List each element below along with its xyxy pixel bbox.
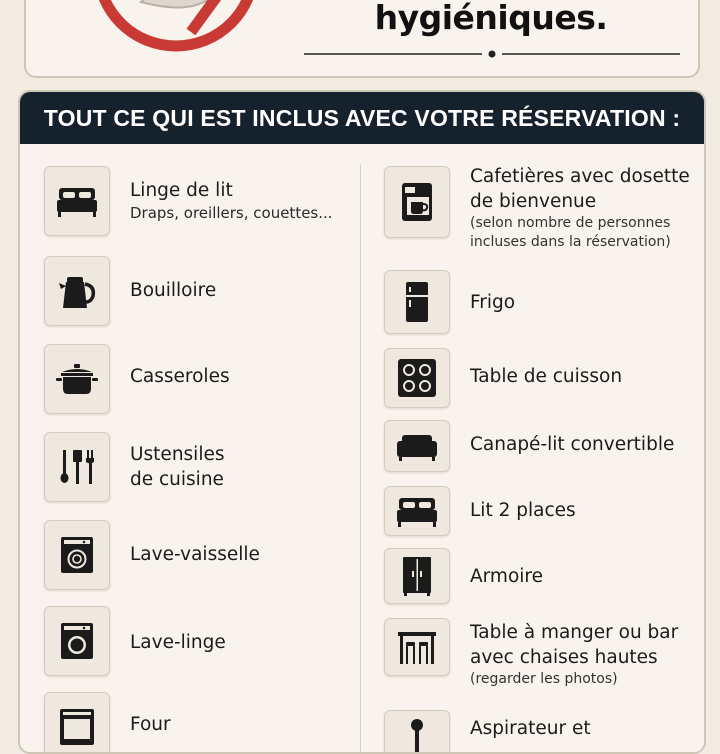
wardrobe-icon bbox=[394, 553, 440, 599]
item-label: Table de cuisson bbox=[470, 366, 623, 387]
included-items-card bbox=[18, 90, 706, 754]
fridge-icon bbox=[394, 279, 440, 325]
item-label: Canapé-lit convertible bbox=[470, 434, 675, 455]
item-label-line2: de cuisine bbox=[130, 469, 224, 490]
item-label-line2: avec chaises hautes bbox=[470, 647, 658, 668]
item-label: Lave-vaisselle bbox=[130, 544, 260, 565]
sofa-icon bbox=[394, 423, 440, 469]
decorative-rule bbox=[304, 50, 680, 58]
coffee-machine-icon bbox=[394, 179, 440, 225]
pot-icon bbox=[54, 356, 100, 402]
item-label: Table à manger ou bar bbox=[470, 622, 679, 643]
section-banner: TOUT CE QUI EST INCLUS AVEC VOTRE RÉSERVATION : bbox=[20, 92, 704, 144]
item-note-line2: incluses dans la réservation) bbox=[470, 234, 671, 250]
cooktop-icon bbox=[394, 355, 440, 401]
vacuum-icon bbox=[394, 716, 440, 754]
item-label: Lit 2 places bbox=[470, 500, 576, 521]
bed-icon bbox=[54, 178, 100, 224]
top-title: hygiéniques. bbox=[374, 0, 608, 37]
item-label: Casseroles bbox=[130, 366, 230, 387]
dishwasher-icon bbox=[54, 532, 100, 578]
item-note: (regarder les photos) bbox=[470, 671, 618, 687]
item-label: Frigo bbox=[470, 292, 516, 313]
item-label: Four bbox=[130, 714, 171, 735]
item-label: Bouilloire bbox=[130, 280, 217, 301]
item-label: Ustensiles bbox=[130, 444, 225, 465]
item-label: Lave-linge bbox=[130, 632, 226, 653]
double-bed-icon bbox=[394, 488, 440, 534]
item-label-line2: de bienvenue bbox=[470, 191, 597, 212]
oven-icon bbox=[54, 704, 100, 750]
washing-machine-icon bbox=[54, 618, 100, 664]
item-label: Aspirateur et bbox=[470, 718, 591, 739]
item-note: (selon nombre de personnes bbox=[470, 215, 671, 231]
item-label: Linge de lit bbox=[130, 180, 233, 201]
item-label: Armoire bbox=[470, 566, 543, 587]
item-label: Cafetières avec dosette bbox=[470, 166, 690, 187]
item-sub: Draps, oreillers, couettes... bbox=[130, 204, 333, 222]
dining-table-icon bbox=[394, 624, 440, 670]
utensils-icon bbox=[54, 444, 100, 490]
kettle-icon bbox=[54, 268, 100, 314]
no-entry-icon bbox=[81, 0, 271, 54]
hygiene-card bbox=[24, 0, 700, 78]
